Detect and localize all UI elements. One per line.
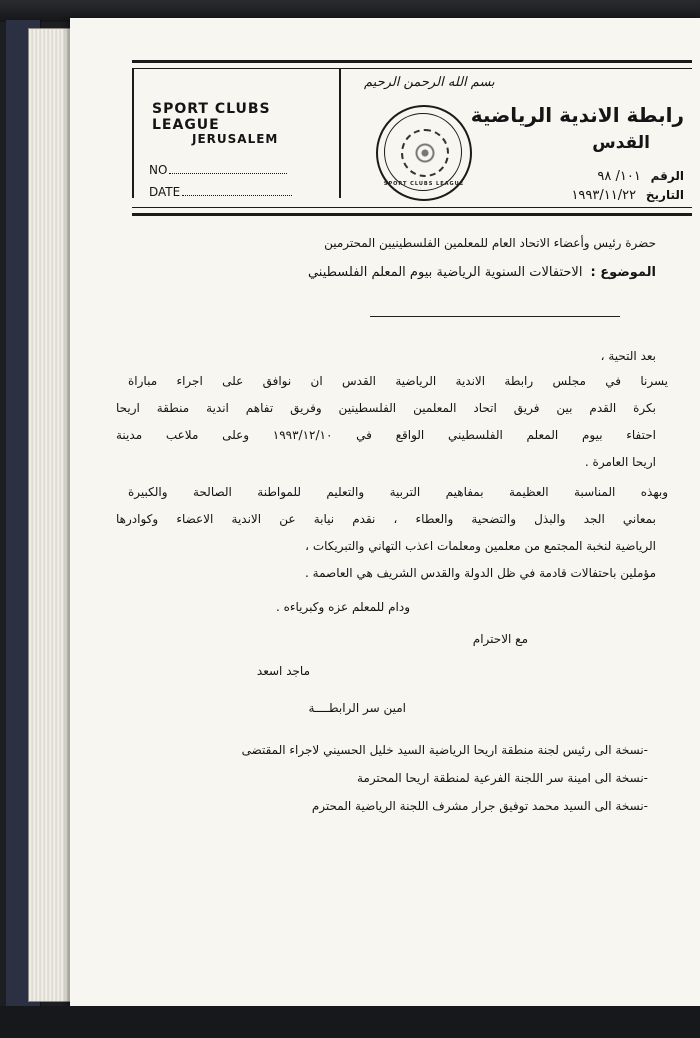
letterhead-rule-bottom [132,207,692,208]
signer-name: ماجد اسعد [256,664,310,678]
paragraph-1-line-4: اريحا العامرة . [584,455,656,469]
number-field [149,163,287,177]
arabic-date-field [571,188,684,203]
subject-text: الاحتفالات السنوية الرياضية بيوم المعلم الفلسطيني [307,265,583,280]
addressee: حضرة رئيس وأعضاء الاتحاد العام للمعلمين الفلسطينيين المحترمين [324,236,656,250]
arabic-reference-value: ١٠١/ ٩٨ [597,169,641,184]
arabic-date-label: التاريخ [645,188,684,202]
arabic-title: رابطة الاندية الرياضية [470,103,684,127]
greeting: بعد التحية ، [600,349,656,363]
seal-text: SPORT CLUBS LEAGUE [383,181,465,187]
number-label: NO [149,163,168,177]
copy-recipient-3: -نسخة الى السيد محمد توفيق جرار مشرف اللجنة الرياضية المحترم [311,799,648,813]
seal-emblem [401,129,449,177]
signer-title: امين سر الرابطــــة [308,701,406,715]
english-city: JERUSALEM [192,132,279,146]
english-title: SPORT CLUBS LEAGUE [152,101,271,133]
copy-recipient-1: -نسخة الى رئيس لجنة منطقة اريحا الرياضية السيد خليل الحسيني لاجراء المقتضى [241,743,648,757]
binder-bottom-edge [0,1006,700,1038]
paragraph-2-line-3: الرياضية لنخبة المجتمع من معلمين ومعلمات اعذب التهاني والتبريكات ، [305,539,656,553]
paragraph-2-line-2: بمعاني الجد والبذل والتضحية والعطاء ، نقدم نيابة عن الاندية الاعضاء وكوادرها [116,512,656,526]
copy-recipient-2: -نسخة الى امينة سر اللجنة الفرعية لمنطقة اريحا المحترمة [356,771,648,785]
paragraph-2-line-4: مؤملين باحتفالات قادمة في ظل الدولة والقدس الشريف هي العاصمة . [305,566,656,580]
subject-line [308,265,656,280]
english-header-box [132,68,341,198]
closing-regards: مع الاحترام [472,632,528,646]
arabic-date-value: ١٩٩٣/١١/٢٢ [571,188,637,203]
subject-label: الموضوع : [590,265,656,280]
paragraph-2-line-1: وبهذه المناسبة العظيمة بمفاهيم التربية والتعليم للمواطنة الصالحة والكبيرة [128,485,668,499]
arabic-reference-label: الرقم [650,169,684,183]
number-dotted-line [169,173,287,174]
arabic-city: القدس [592,133,650,153]
basmala: بسم الله الرحمن الرحيم [364,75,495,90]
date-field [149,185,292,199]
date-label: DATE [149,185,181,199]
paragraph-1-line-1: يسرنا في مجلس رابطة الاندية الرياضية القدس ان نوافق على اجراء مباراة [128,374,668,388]
subject-underline [370,316,620,317]
letter-page [70,18,700,1008]
letterhead [132,60,692,216]
paragraph-1-line-2: بكرة القدم بين فريق اتحاد المعلمين الفلسطينين وفريق تفاهم اندية منطقة اريحا [116,401,656,415]
league-seal-icon [376,105,472,201]
date-dotted-line [182,195,292,196]
arabic-reference-field [597,169,684,184]
paragraph-1-line-3: احتفاء بيوم المعلم الفلسطيني الواقع في ١٩٩٣/١٢/١٠ وعلى ملاعب مدينة [116,428,656,442]
closing-wish: ودام للمعلم عزه وكبرياءه . [275,600,410,614]
